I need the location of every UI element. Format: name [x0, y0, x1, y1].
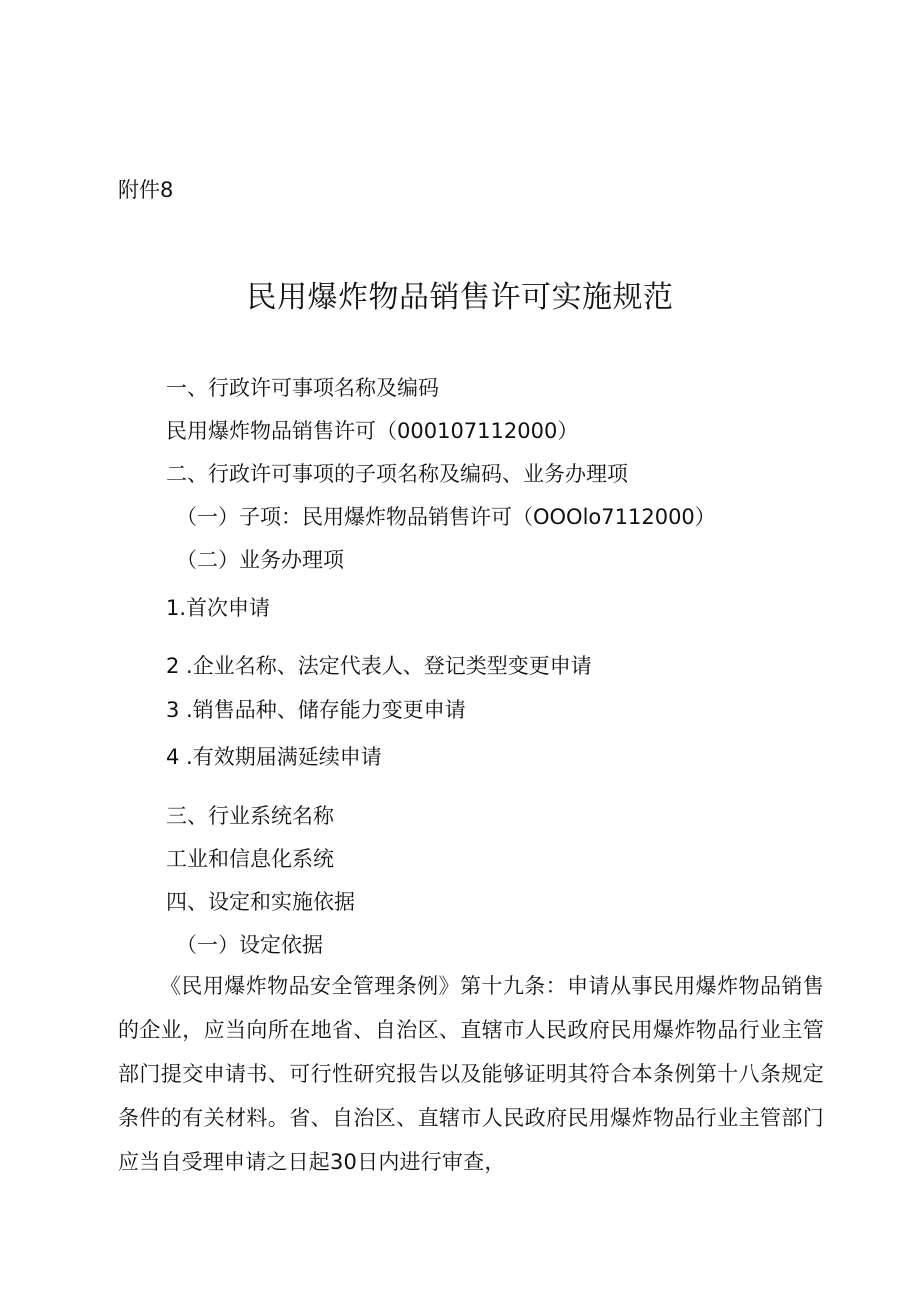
section-1-body: 民用爆炸物品销售许可（000107112000）	[166, 419, 579, 443]
section-3-heading: 三、行业系统名称	[166, 804, 334, 828]
list-item: 4 .有效期届满延续申请	[166, 745, 382, 769]
section-2-heading: 二、行政许可事项的子项名称及编码、业务办理项	[166, 462, 628, 486]
list-item: 1.首次申请	[166, 596, 271, 620]
section-4-subitem-1: （一）设定依据	[176, 933, 323, 957]
section-4-heading: 四、设定和实施依据	[166, 890, 355, 914]
section-1-heading: 一、行政许可事项名称及编码	[166, 376, 439, 400]
section-2-subitem-1: （一）子项：民用爆炸物品销售许可（OOOlo7112000）	[176, 505, 716, 529]
section-3-body: 工业和信息化系统	[166, 847, 334, 871]
list-item: 3 .销售品种、储存能力变更申请	[166, 698, 466, 722]
attachment-label: 附件8	[118, 178, 174, 202]
section-2-subitem-2: （二）业务办理项	[176, 548, 344, 572]
list-item: 2 .企业名称、法定代表人、登记类型变更申请	[166, 654, 592, 678]
document-title: 民用爆炸物品销售许可实施规范	[246, 280, 674, 315]
legal-basis-paragraph: 《民用爆炸物品安全管理条例》第十九条：申请从事民用爆炸物品销售的企业，应当向所在地省、自治区、直辖市人民政府民用爆炸物品行业主管部门提交申请书、可行性研究报告以及能够证明其符合本条例第十八条规定条件的有关材料。省、自治区、直辖市人民政府民用爆炸物品行业主管部门应当自受理申请之日起30日内进行审查，	[118, 974, 824, 1174]
